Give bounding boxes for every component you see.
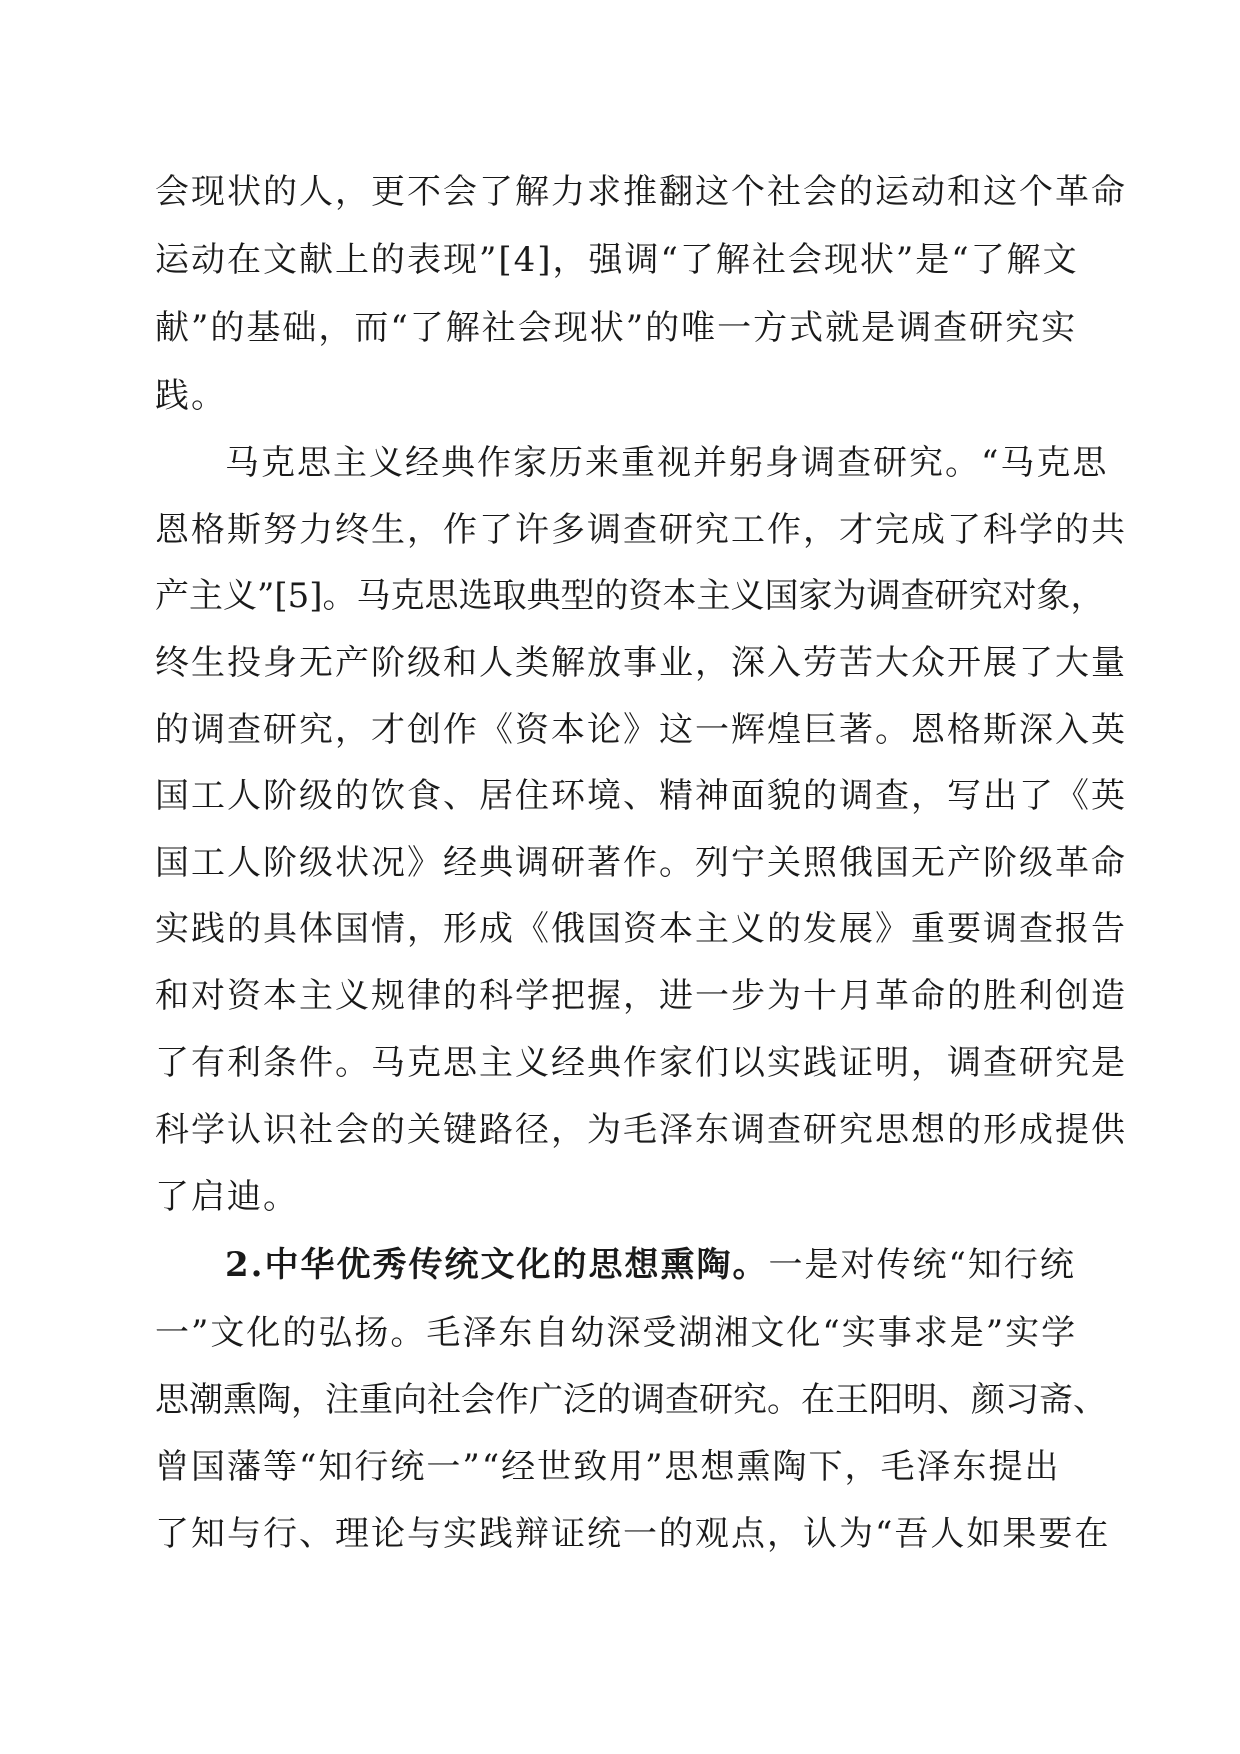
- text-line: 了知与行、理论与实践辩证统一的观点，认为“吾人如果要在: [155, 1514, 1111, 1554]
- text-line: 了有利条件。马克思主义经典作家们以实践证明，调查研究是: [155, 1043, 1127, 1083]
- text-line: 思潮熏陶，注重向社会作广泛的调查研究。在王阳明、颜习斋、: [155, 1380, 1107, 1420]
- section-heading: 2.中华优秀传统文化的思想熏陶。: [225, 1245, 769, 1285]
- text-line: 一”文化的弘扬。毛泽东自幼深受湖湘文化“实事求是”实学: [155, 1313, 1078, 1353]
- text-line: 了启迪。: [155, 1177, 299, 1217]
- paragraph-first-line: 马克思主义经典作家历来重视并躬身调查研究。“马克思: [225, 443, 1109, 483]
- text-line: 终生投身无产阶级和人类解放事业，深入劳苦大众开展了大量: [155, 643, 1127, 683]
- text-line: 会现状的人，更不会了解力求推翻这个社会的运动和这个革命: [155, 172, 1127, 212]
- text-line: 曾国藩等“知行统一”“经世致用”思想熏陶下，毛泽东提出: [155, 1447, 1061, 1487]
- heading-line-text: 一是对传统“知行统: [768, 1245, 1076, 1285]
- text-line: 恩格斯努力终生，作了许多调查研究工作，才完成了科学的共: [155, 510, 1127, 550]
- text-line: 献”的基础，而“了解社会现状”的唯一方式就是调查研究实: [155, 308, 1078, 348]
- text-line: 科学认识社会的关键路径，为毛泽东调查研究思想的形成提供: [155, 1110, 1127, 1150]
- text-line: 国工人阶级的饮食、居住环境、精神面貌的调查，写出了《英: [155, 776, 1127, 816]
- text-line: 国工人阶级状况》经典调研著作。列宁关照俄国无产阶级革命: [155, 843, 1127, 883]
- text-line: 实践的具体国情，形成《俄国资本主义的发展》重要调查报告: [155, 909, 1127, 949]
- text-line: 的调查研究，才创作《资本论》这一辉煌巨著。恩格斯深入英: [155, 710, 1127, 750]
- text-line: 运动在文献上的表现”[4]，强调“了解社会现状”是“了解文: [155, 240, 1079, 280]
- text-line: 产主义”[5]。马克思选取典型的资本主义国家为调查研究对象，: [155, 576, 1105, 616]
- text-line: 践。: [155, 376, 227, 416]
- section-heading-line: [225, 1245, 1085, 1285]
- text-line: 和对资本主义规律的科学把握，进一步为十月革命的胜利创造: [155, 976, 1127, 1016]
